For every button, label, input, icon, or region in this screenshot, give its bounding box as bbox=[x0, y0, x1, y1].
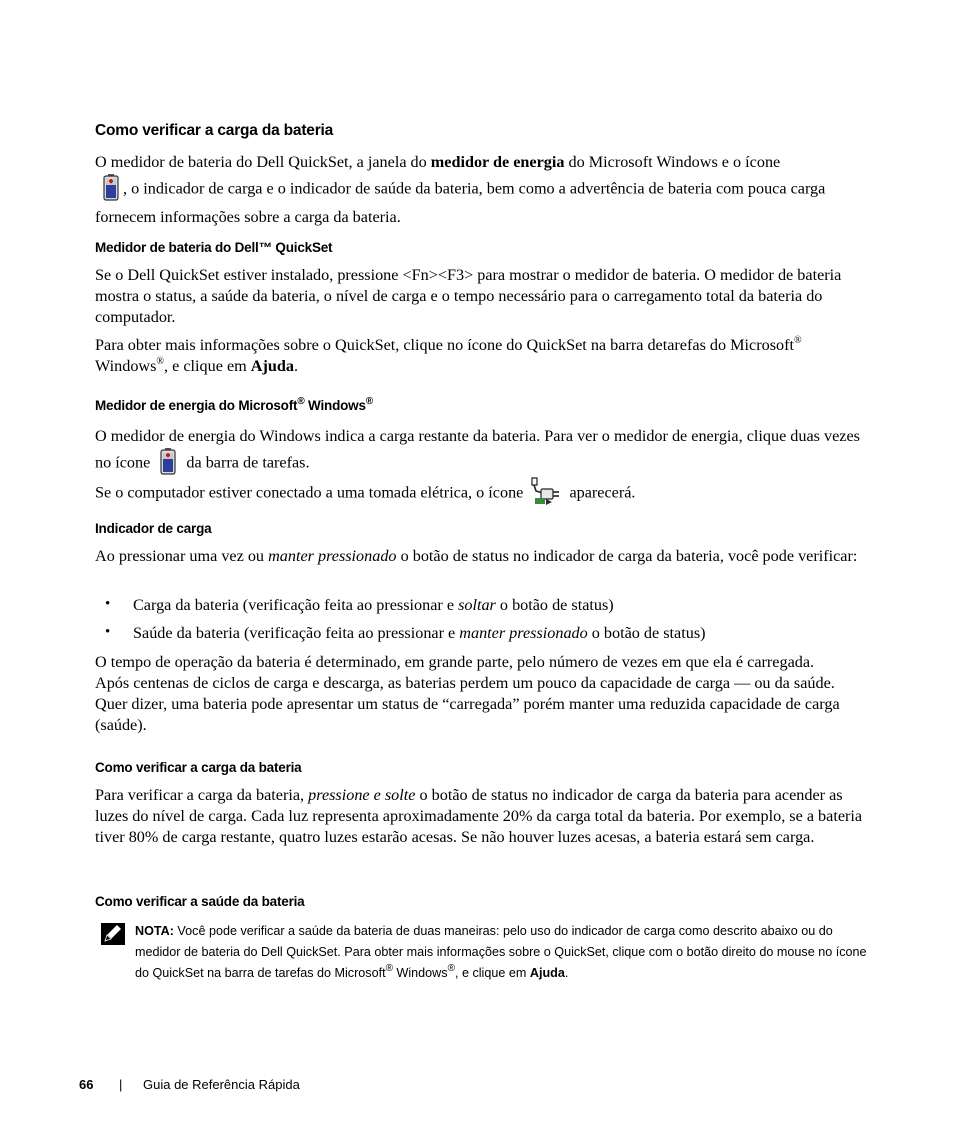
intro-text-3: , o indicador de carga e o indicador de saúde da bateria, bem como a advertência de bateria com pouca carga fornecem informações sobre a carga da bateria. bbox=[95, 179, 826, 226]
registered-mark: ® bbox=[447, 962, 455, 974]
quickset-para2-text-c: , e clique em bbox=[164, 357, 251, 375]
intro-text-2: do Microsoft Windows e o ícone bbox=[564, 153, 781, 171]
check-health-heading: Como verificar a saúde da bateria bbox=[95, 894, 305, 909]
check-charge-text-b: o botão de status no indicador de carga da bateria para acender as luzes do nível de carga. Cada luz representa aproximadamente 20% da carga total da bateria. Por exemplo, se a bateria tiver 80% de carga restante, quatro luzes estarão acesas. Se não houver luzes acesas, a bateria estará sem carga. bbox=[95, 786, 863, 846]
windows-meter-para2-b: aparecerá. bbox=[565, 483, 636, 502]
windows-meter-para2-a: Se o computador estiver conectado a uma tomada elétrica, o ícone bbox=[95, 483, 524, 502]
bullet1-text-a: Carga da bateria (verificação feita ao pressionar e bbox=[133, 596, 459, 614]
note-help-bold: Ajuda bbox=[529, 966, 565, 980]
bullet2-text-b: o botão de status) bbox=[587, 624, 706, 642]
intro-bold-text: medidor de energia bbox=[430, 153, 565, 171]
windows-meter-heading bbox=[95, 395, 373, 413]
note-pencil-icon bbox=[101, 923, 125, 950]
bullet2-text-a: Saúde da bateria (verificação feita ao pressionar e bbox=[133, 624, 460, 642]
bullet-item-charge bbox=[133, 595, 614, 616]
footer-title: Guia de Referência Rápida bbox=[143, 1077, 300, 1092]
help-bold-text: Ajuda bbox=[250, 357, 294, 375]
charge-indicator-text-b: o botão de status no indicador de carga da bateria, você pode verificar: bbox=[396, 547, 858, 565]
bullet2-italic: manter pressionado bbox=[459, 624, 588, 642]
note-text-a: Você pode verificar a saúde da bateria de duas maneiras: pelo uso do indicador de carga como descrito abaixo ou do medidor de bateria do Dell QuickSet. Para obter mais informações sobre o QuickSet, clique com o botão direito do mouse no ícone do QuickSet na barra de tarefas do Microsoft bbox=[135, 924, 867, 980]
page-number: 66 bbox=[79, 1077, 94, 1092]
registered-mark: ® bbox=[794, 334, 802, 346]
quickset-para2-text-a: Para obter mais informações sobre o QuickSet, clique no ícone do QuickSet na barra detarefas do Microsoft bbox=[95, 336, 794, 354]
windows-meter-heading-a: Medidor de energia do Microsoft bbox=[95, 398, 298, 413]
quickset-heading: Medidor de bateria do Dell™ QuickSet bbox=[95, 240, 333, 255]
check-charge-italic: pressione e solte bbox=[308, 786, 416, 804]
windows-meter-heading-b: Windows bbox=[304, 398, 366, 413]
windows-meter-paragraph-1 bbox=[95, 426, 865, 481]
charge-indicator-heading: Indicador de carga bbox=[95, 521, 212, 536]
registered-mark: ® bbox=[385, 962, 393, 974]
charge-indicator-text-a: Ao pressionar uma vez ou bbox=[95, 547, 269, 565]
bullet1-text-b: o botão de status) bbox=[495, 596, 614, 614]
windows-meter-para1-b: da barra de tarefas. bbox=[182, 453, 310, 472]
bullet-marker: • bbox=[105, 624, 111, 640]
bullet-item-health bbox=[133, 623, 706, 644]
check-charge-paragraph bbox=[95, 785, 865, 848]
registered-mark: ® bbox=[365, 395, 373, 407]
intro-paragraph bbox=[95, 152, 865, 228]
quickset-paragraph-1: Se o Dell QuickSet estiver instalado, pressione <Fn><F3> para mostrar o medidor de bateria. O medidor de bateria mostra o status, a saúde da bateria, o nível de carga e o tempo necessário para o carregamento total da bateria do computador. bbox=[95, 266, 842, 326]
battery-life-paragraph: O tempo de operação da bateria é determinado, em grande parte, pelo número de vezes em que ela é carregada. Após centenas de ciclos de carga e descarga, as baterias perdem um pouco da capacidade de carga — ou da saúde. Quer dizer, uma bateria pode apresentar um status de “carregada” porém manter uma reduzida capacidade de carga (saúde). bbox=[95, 653, 840, 734]
registered-mark: ® bbox=[156, 355, 165, 367]
bullet-marker: • bbox=[105, 596, 111, 612]
quickset-paragraph-2 bbox=[95, 335, 865, 377]
intro-text-1: O medidor de bateria do Dell QuickSet, a janela do bbox=[95, 153, 431, 171]
note-text-d: . bbox=[564, 966, 569, 980]
charge-indicator-italic: manter pressionado bbox=[268, 547, 397, 565]
quickset-para2-text-d: . bbox=[293, 357, 298, 375]
battery-icon bbox=[101, 173, 121, 207]
windows-meter-para1-a: O medidor de energia do Windows indica a carga restante da bateria. Para ver o medidor de energia, clique duas vezes no ícone bbox=[95, 427, 860, 472]
note-text-b: Windows bbox=[392, 966, 448, 980]
quickset-para2-text-b: Windows bbox=[95, 357, 157, 375]
note-label: NOTA: bbox=[135, 924, 174, 938]
charge-indicator-paragraph bbox=[95, 546, 865, 567]
section-title: Como verificar a carga da bateria bbox=[95, 122, 334, 139]
footer-separator: | bbox=[119, 1077, 123, 1092]
windows-meter-paragraph-2 bbox=[95, 476, 865, 512]
registered-mark: ® bbox=[297, 395, 305, 407]
bullet1-italic: soltar bbox=[458, 596, 496, 614]
ac-power-plug-icon bbox=[529, 476, 563, 512]
check-charge-text-a: Para verificar a carga da bateria, bbox=[95, 786, 309, 804]
check-charge-heading: Como verificar a carga da bateria bbox=[95, 760, 302, 775]
note-text-c: , e clique em bbox=[454, 966, 530, 980]
note-block bbox=[135, 921, 875, 984]
